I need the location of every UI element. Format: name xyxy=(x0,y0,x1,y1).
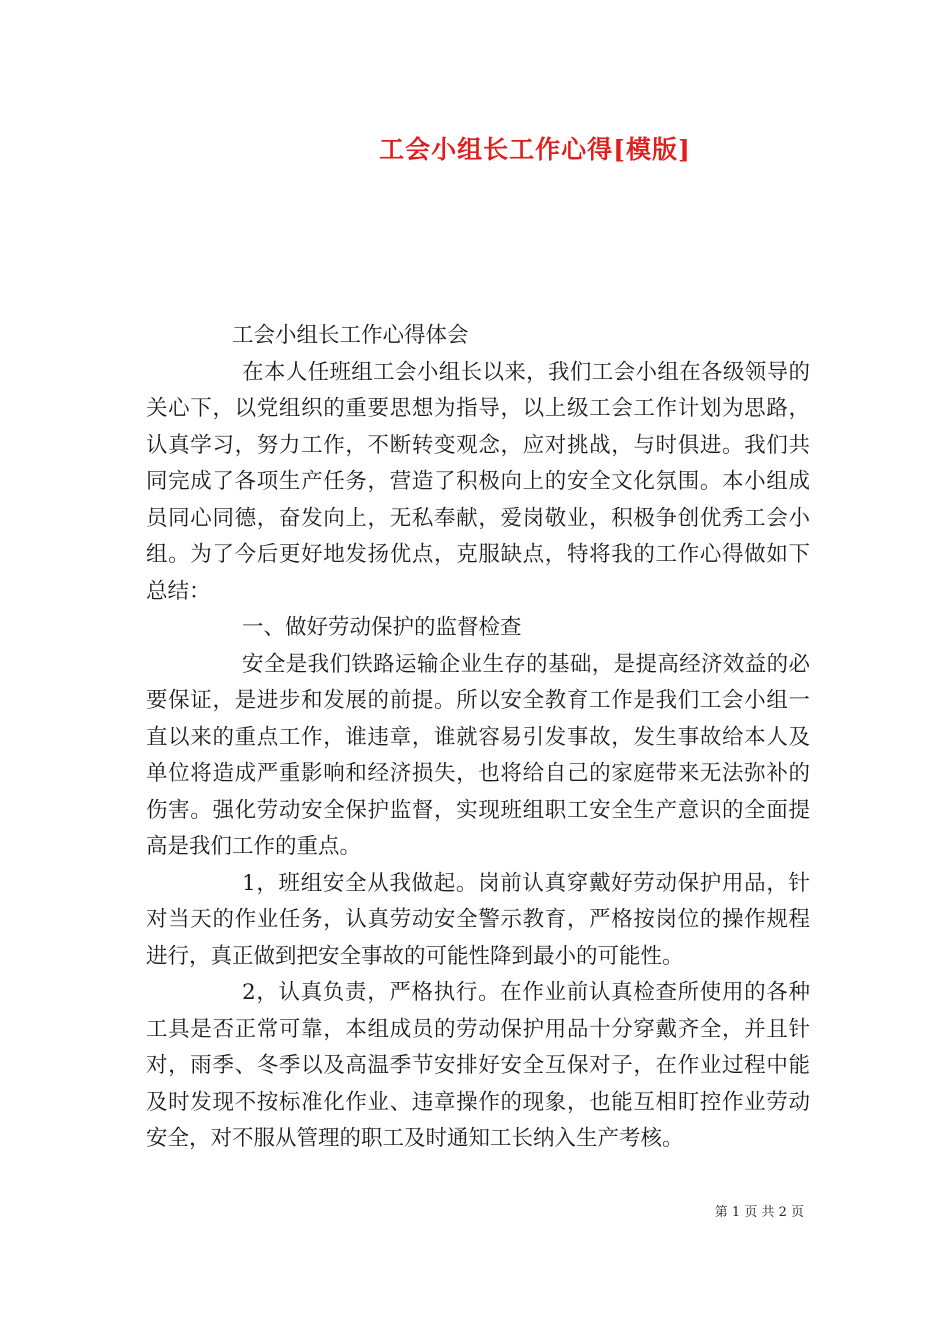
page-number-footer: 第 1 页 共 2 页 xyxy=(714,1205,804,1220)
document-body xyxy=(146,318,810,1158)
paragraph-item-2: 2，认真负责，严格执行。在作业前认真检查所使用的各种工具是否正常可靠，本组成员的劳动保护用品十分穿戴齐全，并且针对，雨季、冬季以及高温季节安排好安全互保对子，在作业过程中能及时发现不按标准化作业、违章操作的现象，也能互相盯控作业劳动安全，对不服从管理的职工及时通知工长纳入生产考核。 xyxy=(146,980,810,1151)
section-heading: 一、做好劳动保护的监督检查 xyxy=(242,615,522,640)
paragraph-item-1: 1，班组安全从我做起。岗前认真穿戴好劳动保护用品，针对当天的作业任务，认真劳动安全警示教育，严格按岗位的操作规程进行，真正做到把安全事故的可能性降到最小的可能性。 xyxy=(146,870,810,969)
document-title: 工会小组长工作心得[模版] xyxy=(379,135,691,164)
paragraph-safety: 安全是我们铁路运输企业生存的基础，是提高经济效益的必要保证，是进步和发展的前提。所以安全教育工作是我们工会小组一直以来的重点工作，谁违章，谁就容易引发事故，发生事故给本人及单位将造成严重影响和经济损失，也将给自己的家庭带来无法弥补的伤害。强化劳动安全保护监督，实现班组职工安全生产意识的全面提高是我们工作的重点。 xyxy=(146,651,810,859)
paragraph-intro: 在本人任班组工会小组长以来，我们工会小组在各级领导的关心下，以党组织的重要思想为指导，以上级工会工作计划为思路，认真学习，努力工作，不断转变观念，应对挑战，与时俱进。我们共同完成了各项生产任务，营造了积极向上的安全文化氛围。本小组成员同心同德，奋发向上，无私奉献，爱岗敬业，积极争创优秀工会小组。为了今后更好地发扬优点，克服缺点，特将我的工作心得做如下总结： xyxy=(146,359,810,604)
document-subtitle: 工会小组长工作心得体会 xyxy=(232,323,469,348)
